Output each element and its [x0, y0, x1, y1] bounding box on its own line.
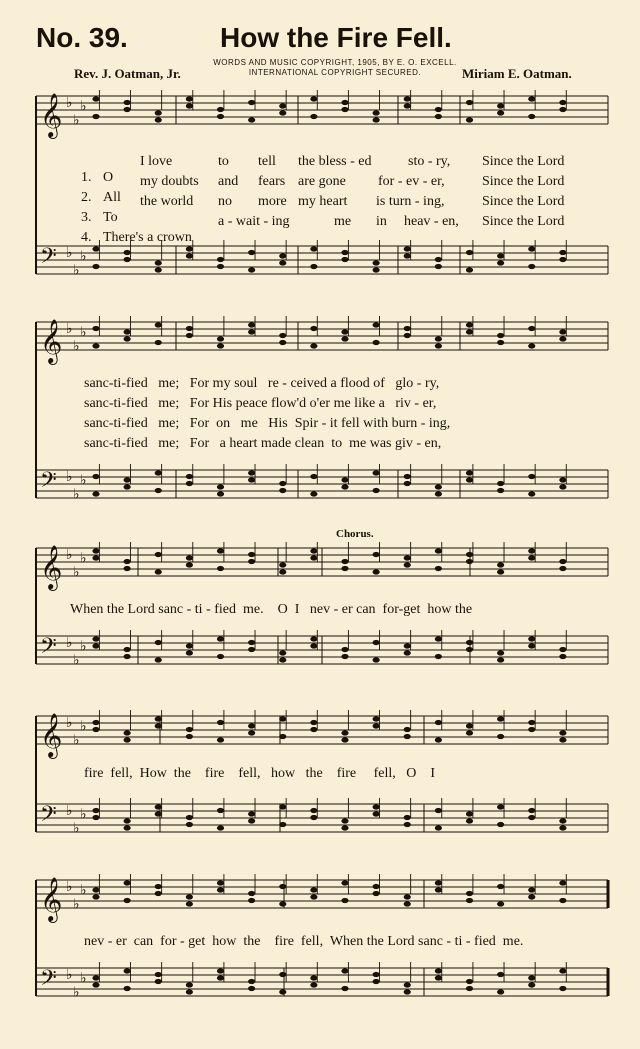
- copyright-line-2: INTERNATIONAL COPYRIGHT SECURED.: [248, 68, 422, 77]
- bass-clef-icon: 𝄢: [40, 634, 57, 664]
- lyric-fragment: fears: [258, 174, 286, 189]
- lyric-fragment: my doubts: [140, 174, 199, 189]
- flat-icon: ♭: [73, 820, 80, 837]
- flat-icon: ♭: [80, 638, 87, 655]
- lyric-fragment: for - ev - er,: [378, 174, 445, 189]
- verse-4-line-1: [74, 214, 192, 246]
- lyric-fragment: more: [258, 194, 287, 209]
- chorus-line-1: When the Lord sanc - ti - fied me. O I nev - er can for-get how the: [70, 602, 473, 617]
- flat-icon: ♭: [66, 635, 73, 651]
- flat-icon: ♭: [73, 732, 80, 749]
- flat-icon: ♭: [80, 248, 87, 265]
- verse-1-line-2: sanc-ti-fied me; For my soul re - ceived a flood of glo - ry,: [84, 376, 440, 391]
- lyric-fragment: Since the Lord: [482, 154, 565, 169]
- lyric-syllable: O: [103, 170, 114, 185]
- lyric-fragment: me: [334, 214, 352, 229]
- bass-clef-icon: 𝄢: [40, 244, 57, 274]
- lyric-fragment: my heart: [298, 194, 348, 209]
- flat-icon: ♭: [73, 338, 80, 355]
- flat-icon: ♭: [66, 95, 73, 111]
- flat-icon: ♭: [80, 98, 87, 115]
- lyric-fragment: no: [218, 194, 232, 209]
- lyric-fragment: the world: [140, 194, 194, 209]
- flat-icon: ♭: [80, 970, 87, 987]
- treble-clef-icon: 𝄞: [40, 877, 63, 921]
- verse-2-line-2: sanc-ti-fied me; For His peace flow'd o'er me like a riv - er,: [84, 396, 437, 411]
- copyright-line-1: WORDS AND MUSIC COPYRIGHT, 1905, BY E. O. EXCELL.: [213, 58, 457, 67]
- flat-icon: ♭: [66, 803, 73, 819]
- lyricist: Rev. J. Oatman, Jr.: [74, 66, 181, 81]
- lyric-fragment: I love: [140, 154, 173, 169]
- composer: Miriam E. Oatman.: [462, 66, 572, 81]
- bass-clef-icon: 𝄢: [40, 468, 57, 498]
- verse-3-line-2: sanc-ti-fied me; For on me His Spir - it fell with burn - ing,: [84, 416, 451, 431]
- lyric-syllable: All: [103, 190, 121, 205]
- flat-icon: ♭: [66, 967, 73, 983]
- flat-icon: ♭: [80, 472, 87, 489]
- verse-number: 2.: [81, 190, 92, 205]
- flat-icon: ♭: [73, 262, 80, 279]
- lyric-fragment: heav - en,: [404, 214, 459, 229]
- flat-icon: ♭: [66, 547, 73, 563]
- lyric-fragment: is turn - ing,: [376, 194, 445, 209]
- bass-clef-icon: 𝄢: [40, 966, 57, 996]
- lyric-fragment: in: [376, 214, 387, 229]
- chorus-line-2: fire fell, How the fire fell, how the fire fell, O I: [84, 766, 436, 781]
- flat-icon: ♭: [80, 718, 87, 735]
- bass-clef-icon: 𝄢: [40, 802, 57, 832]
- lyric-fragment: Since the Lord: [482, 194, 565, 209]
- flat-icon: ♭: [80, 882, 87, 899]
- flat-icon: ♭: [66, 715, 73, 731]
- flat-icon: ♭: [73, 112, 80, 129]
- lyric-fragment: a - wait - ing: [218, 214, 290, 229]
- lyric-fragment: Since the Lord: [482, 214, 565, 229]
- lyric-fragment: and: [218, 174, 239, 189]
- chorus-line-3: nev - er can for - get how the fire fell, When the Lord sanc - ti - fied me.: [84, 934, 524, 949]
- verse-4-line-2: sanc-ti-fied me; For a heart made clean to me was giv - en,: [84, 436, 442, 451]
- verse-number: 4.: [81, 230, 92, 245]
- verse-number: 3.: [81, 210, 92, 225]
- flat-icon: ♭: [73, 984, 80, 1001]
- lyric-fragment: sto - ry,: [408, 154, 451, 169]
- treble-clef-icon: 𝄞: [40, 545, 63, 589]
- hymn-title: How the Fire Fell.: [220, 22, 452, 53]
- lyric-fragment: to: [218, 154, 229, 169]
- flat-icon: ♭: [80, 550, 87, 567]
- lyric-fragment: tell: [258, 154, 276, 169]
- flat-icon: ♭: [66, 321, 73, 337]
- treble-clef-icon: 𝄞: [40, 93, 63, 137]
- treble-clef-icon: 𝄞: [40, 713, 63, 757]
- flat-icon: ♭: [73, 652, 80, 669]
- flat-icon: ♭: [66, 879, 73, 895]
- verse-number: 1.: [81, 170, 92, 185]
- flat-icon: ♭: [80, 324, 87, 341]
- flat-icon: ♭: [73, 486, 80, 503]
- lyric-syllable: There's a crown: [103, 230, 192, 245]
- lyric-fragment: are gone: [298, 174, 346, 189]
- lyric-fragment: Since the Lord: [482, 174, 565, 189]
- flat-icon: ♭: [66, 245, 73, 261]
- flat-icon: ♭: [73, 896, 80, 913]
- flat-icon: ♭: [73, 564, 80, 581]
- lyric-syllable: To: [103, 210, 118, 225]
- hymn-number: No. 39.: [36, 22, 128, 53]
- chorus-label: Chorus.: [336, 528, 374, 540]
- lyric-fragment: the bless - ed: [298, 154, 372, 169]
- flat-icon: ♭: [80, 806, 87, 823]
- flat-icon: ♭: [66, 469, 73, 485]
- treble-clef-icon: 𝄞: [40, 319, 63, 363]
